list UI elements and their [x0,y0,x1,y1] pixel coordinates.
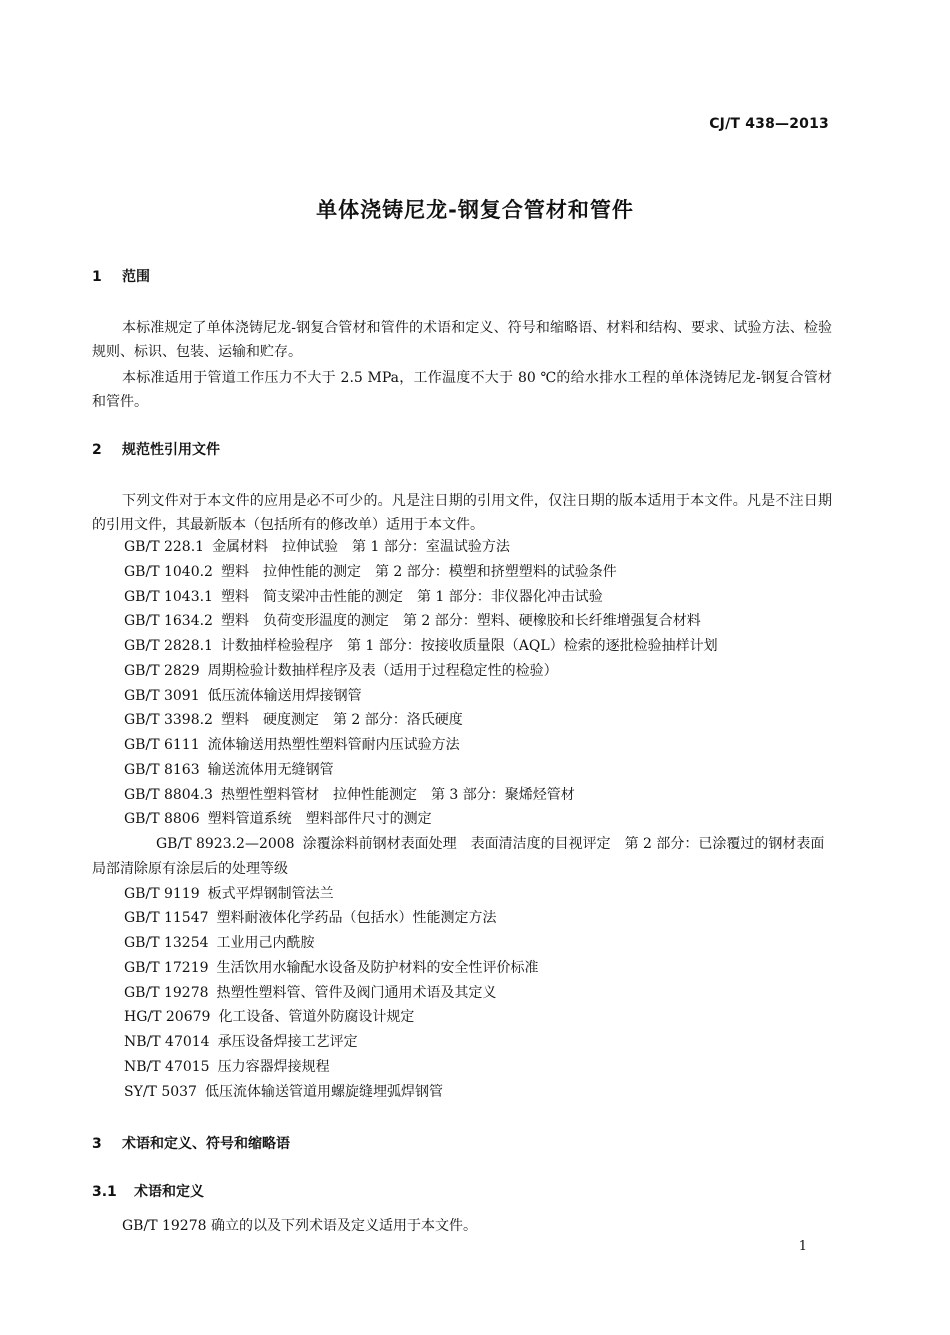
reference-code: GB/T 13254 [124,935,209,951]
reference-item [92,882,832,907]
reference-code: GB/T 1043.1 [124,588,213,605]
reference-item [92,659,832,684]
reference-item [92,1080,832,1105]
reference-item [92,708,832,733]
reference-code: GB/T 3091 [124,687,200,704]
reference-item [92,832,832,882]
reference-item [92,585,832,610]
section-3-1-heading [92,1181,204,1201]
reference-item [92,956,832,981]
scope-paragraph-1: 本标准规定了单体浇铸尼龙-钢复合管材和管件的术语和定义、符号和缩略语、材料和结构、要求、试验方法、检验规则、标识、包装、运输和贮存。 [92,320,832,360]
section-1-heading [92,266,150,286]
reference-item [92,733,832,758]
reference-code: GB/T 19278 [124,984,209,1001]
reference-code: GB/T 17219 [124,959,209,976]
reference-title: 塑料 拉伸性能的测定 第 2 部分：模塑和挤塑塑料的试验条件 [220,563,617,580]
reference-title: 塑料耐液体化学药品（包括水）性能测定方法 [216,910,497,927]
reference-code: GB/T 8923.2—2008 [156,836,295,852]
references-intro: 下列文件对于本文件的应用是必不可少的。凡是注日期的引用文件，仅注日期的版本适用于本文件。凡是不注日期的引用文件，其最新版本（包括所有的修改单）适用于本文件。 [92,493,832,533]
reference-title: 承压设备焊接工艺评定 [217,1034,358,1050]
reference-item [92,1005,832,1030]
reference-title: 塑料 简支梁冲击性能的测定 第 1 部分：非仪器化冲击试验 [220,588,603,605]
reference-code: GB/T 2829 [124,662,200,679]
reference-title: 压力容器焊接规程 [217,1058,330,1075]
reference-title: 流体输送用热塑性塑料管耐内压试验方法 [207,737,460,753]
reference-code: GB/T 8163 [124,761,200,778]
reference-title: 热塑性塑料管、管件及阀门通用术语及其定义 [216,984,497,1001]
reference-title: 化工设备、管道外防腐设计规定 [218,1009,415,1026]
reference-code: HG/T 20679 [124,1009,211,1026]
reference-item [92,535,832,560]
scope-paragraph-2: 本标准适用于管道工作压力不大于 2.5 MPa，工作温度不大于 80 ℃的给水排水工程的单体浇铸尼龙-钢复合管材和管件。 [92,370,832,410]
reference-title: 板式平焊钢制管法兰 [207,885,334,902]
reference-item [92,609,832,634]
reference-code: NB/T 47014 [124,1034,210,1050]
reference-code: NB/T 47015 [124,1058,210,1075]
reference-list [92,535,832,1104]
reference-code: GB/T 1634.2 [124,613,213,630]
reference-item [92,1030,832,1055]
section-title: 范围 [122,269,150,285]
reference-code: GB/T 8806 [124,811,200,828]
section-number: 3.1 [92,1184,117,1200]
section-2-heading [92,439,220,459]
document-title: 单体浇铸尼龙-钢复合管材和管件 [316,198,634,222]
reference-code: GB/T 3398.2 [124,712,213,729]
terms-paragraph: GB/T 19278 确立的以及下列术语及定义适用于本文件。 [122,1218,477,1234]
reference-title: 低压流体输送管道用螺旋缝埋弧焊钢管 [204,1083,443,1100]
reference-title: 低压流体输送用焊接钢管 [207,687,362,704]
reference-title: 涂覆涂料前钢材表面处理 表面清洁度的目视评定 第 2 部分：已涂覆过的钢材表面局部清除原有涂层后的处理等级 [92,836,825,877]
reference-code: GB/T 8804.3 [124,786,213,803]
reference-title: 工业用己内酰胺 [216,935,315,951]
section-number: 3 [92,1136,102,1152]
section-title: 术语和定义、符号和缩略语 [122,1136,290,1152]
reference-code: GB/T 1040.2 [124,563,213,580]
section-title: 规范性引用文件 [122,442,220,458]
reference-item [92,684,832,709]
reference-item [92,1055,832,1080]
reference-code: GB/T 9119 [124,885,200,902]
reference-item [92,931,832,956]
reference-item [92,906,832,931]
reference-title: 热塑性塑料管材 拉伸性能测定 第 3 部分：聚烯烃管材 [220,786,575,803]
reference-item [92,634,832,659]
reference-title: 塑料 负荷变形温度的测定 第 2 部分：塑料、硬橡胶和长纤维增强复合材料 [220,613,701,630]
reference-code: GB/T 6111 [124,737,200,753]
section-3-heading [92,1133,290,1153]
reference-code: GB/T 11547 [124,910,209,927]
reference-title: 塑料管道系统 塑料部件尺寸的测定 [207,811,432,828]
reference-item [92,783,832,808]
reference-title: 输送流体用无缝钢管 [207,761,334,778]
reference-title: 计数抽样检验程序 第 1 部分：按接收质量限（AQL）检索的逐批检验抽样计划 [220,638,718,654]
reference-title: 生活饮用水输配水设备及防护材料的安全性评价标准 [216,959,539,976]
page-number: 1 [798,1239,807,1254]
reference-title: 塑料 硬度测定 第 2 部分：洛氏硬度 [220,712,463,729]
section-title: 术语和定义 [134,1184,204,1200]
reference-title: 金属材料 拉伸试验 第 1 部分：室温试验方法 [212,539,510,555]
reference-title: 周期检验计数抽样程序及表（适用于过程稳定性的检验） [207,662,558,679]
reference-code: GB/T 2828.1 [124,638,213,654]
reference-code: SY/T 5037 [124,1083,197,1100]
reference-item [92,981,832,1006]
reference-code: GB/T 228.1 [124,539,205,555]
section-number: 1 [92,269,102,285]
reference-item [92,807,832,832]
standard-code: CJ/T 438—2013 [709,116,829,132]
reference-item [92,758,832,783]
section-number: 2 [92,442,102,458]
reference-item [92,560,832,585]
